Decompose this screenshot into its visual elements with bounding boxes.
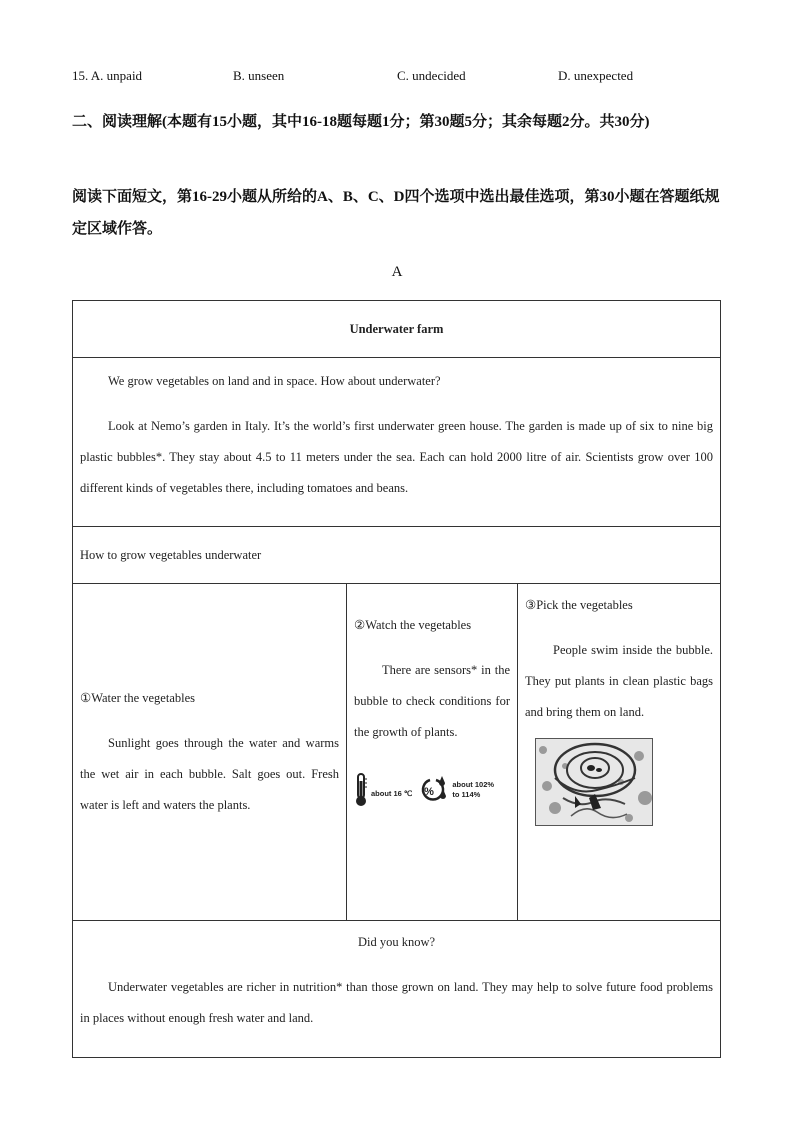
step-2-body: There are sensors* in the bubble to check conditions for the growth of plants.: [354, 663, 510, 739]
option-b: B. unseen: [233, 68, 285, 83]
step-1-cell: [73, 584, 347, 921]
article-table: [72, 300, 721, 1058]
did-you-know-cell: [73, 921, 721, 1058]
step-3-cell: [518, 584, 721, 921]
step-2-cell: [347, 584, 518, 921]
sensor-figure: [354, 770, 510, 810]
step-3-title: ③Pick the vegetables: [525, 598, 633, 612]
step-1-title: ①Water the vegetables: [80, 691, 196, 705]
humidity-line-1: about 102%: [452, 780, 495, 789]
article-title: Underwater farm: [73, 301, 721, 358]
howto-title: How to grow vegetables underwater: [73, 527, 721, 584]
humidity-percent-symbol: %: [424, 786, 435, 798]
intro-cell: [73, 358, 721, 527]
did-you-know-body: Underwater vegetables are richer in nutrition* than those grown on land. They may help to solve future food problems in places without enough fresh water and land.: [80, 980, 713, 1025]
step-2-title: ②Watch the vegetables: [354, 618, 472, 632]
option-d: D. unexpected: [558, 68, 634, 83]
temperature-label: about 16 ℃: [371, 789, 413, 798]
option-c: C. undecided: [397, 68, 466, 83]
underwater-bubble-photo: [535, 738, 653, 826]
humidity-icon: [416, 775, 450, 805]
humidity-line-2: to 114%: [452, 790, 481, 799]
intro-paragraph-1: We grow vegetables on land and in space. How about underwater?: [108, 374, 441, 388]
instructions: 阅读下面短文，第16-29小题从所给的A、B、C、D四个选项中选出最佳选项，第30小题在答题纸规定区域作答。: [72, 189, 720, 237]
did-you-know-title: Did you know?: [357, 935, 436, 949]
step-1-body: Sunlight goes through the water and warms the wet air in each bubble. Salt goes out. Fresh water is left and waters the plants.: [80, 736, 339, 812]
step-3-body: People swim inside the bubble. They put plants in clean plastic bags and bring them on land.: [525, 643, 713, 719]
section-heading: 二、阅读理解(本题有15小题，其中16-18题每题1分；第30题5分；其余每题2分。共30分): [72, 114, 650, 130]
intro-paragraph-2: Look at Nemo’s garden in Italy. It’s the world’s first underwater green house. The garden is made up of six to nine big plastic bubbles*. They stay about 4.5 to 11 meters under the sea. Each can hold 2000 litre of air. Scientists grow over 100 different kinds of vegetables there, including tomatoes and beans.: [80, 419, 713, 495]
thermometer-icon: [354, 773, 368, 807]
option-a: 15. A. unpaid: [72, 68, 143, 83]
passage-label: A: [391, 264, 403, 280]
humidity-label: [452, 780, 494, 800]
